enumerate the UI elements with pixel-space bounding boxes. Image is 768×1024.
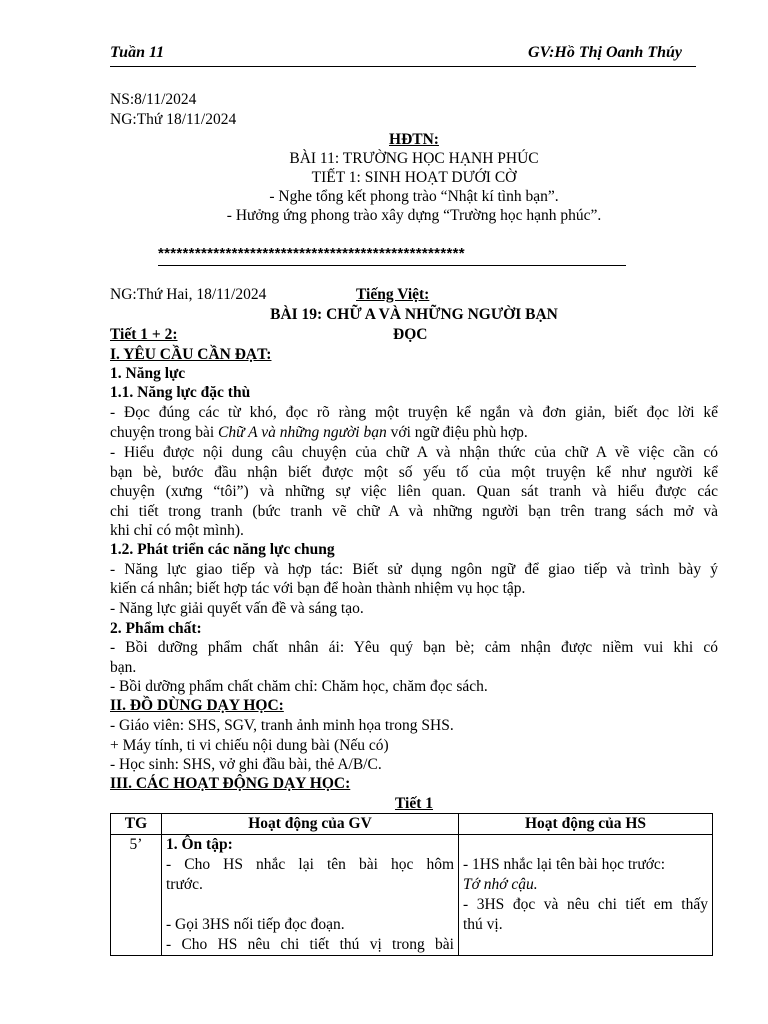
dac-thu-heading: 1.1. Năng lực đặc thù xyxy=(110,384,251,401)
ns-date: NS:8/11/2024 xyxy=(110,91,197,108)
nang-luc-heading: 1. Năng lực xyxy=(110,365,186,382)
gv-line-1a: - Cho HS nhắc lại tên bài học hôm xyxy=(166,856,454,873)
paragraph-3a: - Năng lực giao tiếp và hợp tác: Biết sử dụng ngôn ngữ để giao tiếp và trình bày ý xyxy=(110,561,718,578)
section-2-title: II. ĐỒ DÙNG DẠY HỌC: xyxy=(110,697,284,714)
tiet-1-label: Tiết 1 xyxy=(394,795,434,812)
gv-line-2: - Gọi 3HS nối tiếp đọc đoạn. xyxy=(166,916,345,933)
paragraph-2c: chuyện (xưng “tôi”) và những sự việc liên quan. Quan sát tranh và hiểu được các xyxy=(110,483,718,500)
equipment-teacher: - Giáo viên: SHS, SGV, tranh ảnh minh họa trong SHS. xyxy=(110,717,454,734)
section-3-title: III. CÁC HOẠT ĐỘNG DẠY HỌC: xyxy=(110,775,351,792)
paragraph-4: - Năng lực giải quyết vấn đề và sáng tạo. xyxy=(110,600,364,617)
cell-tg: 5’ xyxy=(111,835,162,956)
pham-chat-heading: 2. Phẩm chất: xyxy=(110,620,202,637)
tv-date: NG:Thứ Hai, 18/11/2024 xyxy=(110,286,267,303)
hdtn-item-2: - Hưởng ứng phong trào xây dựng “Trường học hạnh phúc”. xyxy=(226,207,602,224)
paragraph-2b: bạn bè, bước đầu nhận biết được một số yếu tố của một truyện kể như người kể xyxy=(110,464,718,481)
hs-line-2a: - 3HS đọc và nêu chi tiết em thấy xyxy=(463,896,708,913)
hdtn-period: TIẾT 1: SINH HOẠT DƯỚI CỜ xyxy=(311,169,517,186)
ng-date: NG:Thứ 18/11/2024 xyxy=(110,111,237,128)
paragraph-2a: - Hiểu được nội dung câu chuyện của chữ A và nhận thức của chữ A về việc cần có xyxy=(110,444,718,461)
separator-line: ************************************************** xyxy=(158,243,626,266)
paragraph-2d: chi tiết trong tranh (bức tranh vẽ chữ A và những người bạn trên trang sách mở và xyxy=(110,503,718,520)
paragraph-3b: kiến cá nhân; biết hợp tác với bạn để hoàn thành nhiệm vụ học tập. xyxy=(110,580,526,597)
paragraph-2e: khi chỉ có một mình). xyxy=(110,522,244,539)
col-header-gv: Hoạt động của GV xyxy=(162,814,459,835)
equipment-computer: + Máy tính, ti vi chiếu nội dung bài (Nếu có) xyxy=(110,737,389,754)
activity-table xyxy=(110,813,713,956)
tv-doc-label: ĐỌC xyxy=(393,326,428,343)
table-row xyxy=(111,835,713,956)
col-header-tg: TG xyxy=(111,814,162,835)
cell-gv xyxy=(162,835,459,956)
tv-subject: Tiếng Việt: xyxy=(356,286,430,303)
paragraph-1a: - Đọc đúng các từ khó, đọc rõ ràng một truyện kể ngắn và đơn giản, biết đọc lời kể xyxy=(110,404,718,421)
cell-hs xyxy=(459,835,713,956)
week-label: Tuần 11 xyxy=(110,44,165,61)
hs-line-2b: thú vị. xyxy=(463,916,503,933)
teacher-name: GV:Hồ Thị Oanh Thúy xyxy=(528,44,682,61)
paragraph-5a: - Bồi dưỡng phẩm chất nhân ái: Yêu quý bạn bè; cảm nhận được niềm vui khi có xyxy=(110,639,718,656)
col-header-hs: Hoạt động của HS xyxy=(459,814,713,835)
tv-periods: Tiết 1 + 2: xyxy=(110,326,178,343)
hs-line-1a: - 1HS nhắc lại tên bài học trước: xyxy=(463,856,666,873)
paragraph-1b: chuyện trong bài Chữ A và những người bạn với ngữ điệu phù hợp. xyxy=(110,424,528,441)
hdtn-title: HĐTN: xyxy=(389,131,439,148)
hs-line-1b: Tớ nhớ cậu. xyxy=(463,876,538,893)
section-1-title: I. YÊU CẦU CẦN ĐẠT: xyxy=(110,346,272,363)
gv-line-3: - Cho HS nêu chi tiết thú vị trong bài xyxy=(166,936,454,953)
page-header xyxy=(110,44,696,67)
tv-lesson-title: BÀI 19: CHỮ A VÀ NHỮNG NGƯỜI BẠN xyxy=(270,306,558,323)
paragraph-5b: bạn. xyxy=(110,659,137,676)
gv-title: 1. Ôn tập: xyxy=(166,836,233,853)
chung-heading: 1.2. Phát triển các năng lực chung xyxy=(110,541,335,558)
hdtn-item-1: - Nghe tổng kết phong trào “Nhật kí tình bạn”. xyxy=(269,188,559,205)
paragraph-6: - Bồi dưỡng phẩm chất chăm chỉ: Chăm học, chăm đọc sách. xyxy=(110,678,488,695)
equipment-student: - Học sinh: SHS, vở ghi đầu bài, thẻ A/B/C. xyxy=(110,756,382,773)
table-header-row xyxy=(111,814,713,835)
hdtn-lesson: BÀI 11: TRƯỜNG HỌC HẠNH PHÚC xyxy=(289,150,539,167)
gv-line-1b: trước. xyxy=(166,876,203,893)
